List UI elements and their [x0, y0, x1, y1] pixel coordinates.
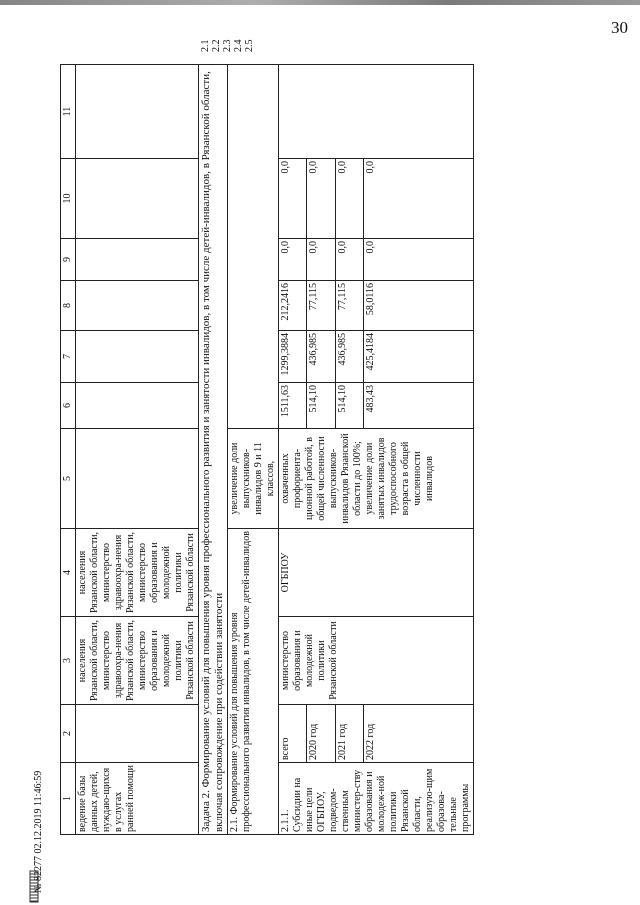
value-cell: 0,0 — [307, 239, 335, 281]
value-cell: 514,10 — [335, 383, 363, 429]
task2-text: Задача 2. Формирование условий для повышения уровня профессионального развития и занятости инвалидов, в том числе детей-инвалидов, в Рязанской области, включая сопровождение при содействии занятости — [199, 65, 228, 835]
value-cell: 1511,63 — [279, 383, 307, 429]
page-number: 30 — [611, 18, 628, 37]
cell-empty — [76, 429, 199, 529]
cell-empty — [76, 705, 199, 763]
year-label: всего — [279, 705, 307, 763]
cell-empty — [76, 159, 199, 239]
year-label: 2021 год — [335, 705, 363, 763]
item21-result: увеличение доли выпускников-инвалидов 9 и 11 классов, — [228, 429, 279, 529]
item211-desc-text: Субсидии на иные цели ОГБПОУ, подведом-ственным министер-ству образования и молодеж-ной политики Рязанской области, реализую-щим образова-тельные программы — [292, 768, 471, 832]
year-label: 2020 год — [307, 705, 335, 763]
col-header: 8 — [61, 281, 76, 331]
value-cell: 0,0 — [307, 159, 335, 239]
value-cell: 1299,3884 — [279, 331, 307, 383]
side-reference: 2.1 2.2 2.3 2.4 2.5 — [200, 39, 255, 52]
table-row-continued — [76, 65, 199, 835]
value-cell: 0,0 — [364, 159, 474, 239]
value-cell: 212,2416 — [279, 281, 307, 331]
item211-row-total — [279, 65, 307, 835]
col-header: 9 — [61, 239, 76, 281]
value-cell: 58,0116 — [364, 281, 474, 331]
value-cell: 483,43 — [364, 383, 474, 429]
value-cell: 0,0 — [335, 239, 363, 281]
value-cell: 436,985 — [307, 331, 335, 383]
col-header: 5 — [61, 429, 76, 529]
col-header: 3 — [61, 617, 76, 705]
value-cell: 77,115 — [307, 281, 335, 331]
page-top-edge — [0, 0, 640, 5]
col-header: 11 — [61, 65, 76, 159]
cell-empty — [279, 65, 474, 159]
col-header: 1 — [61, 763, 76, 835]
item211-num: 2.1.1. — [280, 809, 291, 832]
cell-empty — [228, 65, 279, 429]
value-cell: 0,0 — [279, 239, 307, 281]
value-cell: 0,0 — [279, 159, 307, 239]
cell-empty — [76, 239, 199, 281]
value-cell: 425,4184 — [364, 331, 474, 383]
item211-result: охваченных профориента-ционной работой, в общей численности выпускников-инвалидов Рязанской области до 100%; увеличение доли занятых инвалидов трудоспособного возраста в общей численности инвалидов — [279, 429, 474, 529]
cell-empty — [76, 331, 199, 383]
col-header: 2 — [61, 705, 76, 763]
task2-row — [199, 65, 228, 835]
cell-empty — [76, 65, 199, 159]
item21-row — [228, 65, 279, 835]
cell-recipient: населения Рязанской области, министерство здравоохра-нения Рязанской области, министерство образования и молодежной политики Рязанской области — [76, 529, 199, 617]
year-label: 2022 год — [364, 705, 474, 763]
cell-empty — [76, 281, 199, 331]
item211-executor: министерство образования и молодежной политики Рязанской области — [279, 617, 474, 705]
item21-text: 2.1. Формирование условий для повышения уровня профессионального развития инвалидов, в том числе детей-инвалидов — [228, 529, 279, 835]
cell-activity: ведение базы данных детей, нуждаю-щихся в услугах ранней помощи — [76, 763, 199, 835]
col-header: 4 — [61, 529, 76, 617]
value-cell: 77,115 — [335, 281, 363, 331]
header-row — [61, 65, 76, 835]
value-cell: 436,985 — [335, 331, 363, 383]
col-header: 10 — [61, 159, 76, 239]
col-header: 6 — [61, 383, 76, 429]
item211-desc — [279, 763, 474, 835]
value-cell: 514,10 — [307, 383, 335, 429]
item211-recipient: ОГБПОУ — [279, 529, 474, 617]
cell-executor: населения Рязанской области, министерство здравоохра-нения Рязанской области, министерство образования и молодежной политики Рязанской области — [76, 617, 199, 705]
value-cell: 0,0 — [335, 159, 363, 239]
rotated-table-container — [60, 39, 471, 835]
program-table — [60, 64, 474, 835]
document-reference: № 82277 02.12.2019 11:46:59 — [33, 770, 44, 893]
cell-empty — [76, 383, 199, 429]
value-cell: 0,0 — [364, 239, 474, 281]
col-header: 7 — [61, 331, 76, 383]
